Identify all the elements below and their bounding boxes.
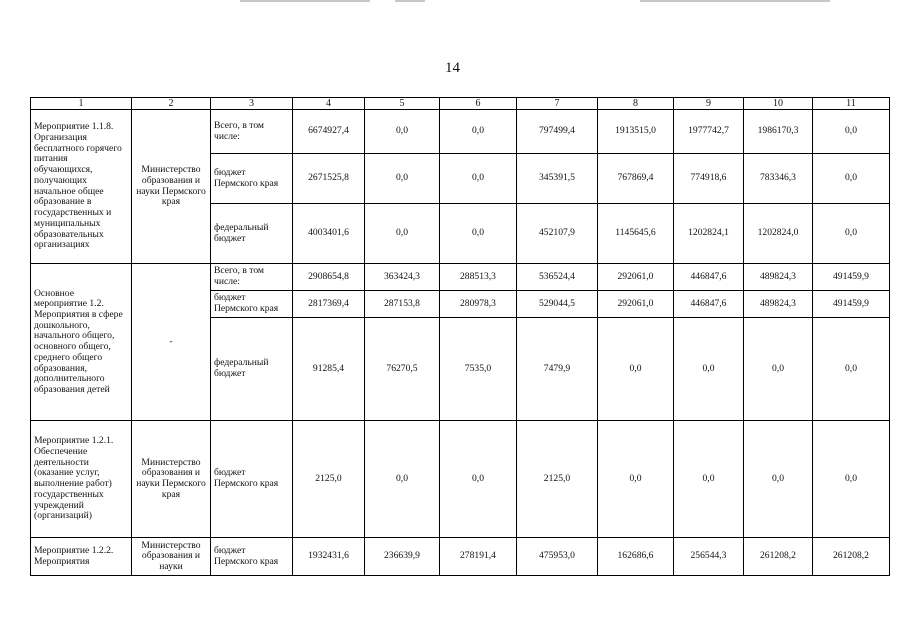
measure-name-cell bbox=[31, 110, 132, 264]
value-cell: 280978,3 bbox=[440, 291, 517, 318]
value-cell: 0,0 bbox=[813, 110, 890, 154]
executor-cell: Министерство образования и науки Пермского края bbox=[132, 110, 211, 264]
value-cell: 0,0 bbox=[598, 421, 674, 538]
value-cell: 292061,0 bbox=[598, 264, 674, 291]
value-cell: 491459,9 bbox=[813, 264, 890, 291]
measure-name-cell bbox=[31, 538, 132, 576]
funding-source: федеральный бюджет bbox=[211, 318, 293, 421]
value-cell: 0,0 bbox=[440, 154, 517, 204]
header-cell: 3 bbox=[211, 98, 293, 110]
value-cell: 0,0 bbox=[813, 318, 890, 421]
funding-source: Всего, в том числе: bbox=[211, 110, 293, 154]
value-cell: 363424,3 bbox=[365, 264, 440, 291]
funding-source: федеральный бюджет bbox=[211, 204, 293, 264]
measure-name-cell bbox=[31, 421, 132, 538]
value-cell: 529044,5 bbox=[517, 291, 598, 318]
value-cell: 261208,2 bbox=[744, 538, 813, 576]
value-cell: 783346,3 bbox=[744, 154, 813, 204]
table-row bbox=[31, 110, 890, 154]
value-cell: 0,0 bbox=[813, 204, 890, 264]
funding-source: бюджет Пермского края bbox=[211, 421, 293, 538]
header-cell: 11 bbox=[813, 98, 890, 110]
value-cell: 4003401,6 bbox=[293, 204, 365, 264]
funding-source: бюджет Пермского края bbox=[211, 154, 293, 204]
value-cell: 0,0 bbox=[598, 318, 674, 421]
executor-cell: - bbox=[132, 264, 211, 421]
value-cell: 2125,0 bbox=[293, 421, 365, 538]
value-cell: 797499,4 bbox=[517, 110, 598, 154]
value-cell: 236639,9 bbox=[365, 538, 440, 576]
header-cell: 7 bbox=[517, 98, 598, 110]
measure-name-cell bbox=[31, 264, 132, 421]
header-cell: 10 bbox=[744, 98, 813, 110]
value-cell: 1986170,3 bbox=[744, 110, 813, 154]
value-cell: 2817369,4 bbox=[293, 291, 365, 318]
value-cell: 278191,4 bbox=[440, 538, 517, 576]
value-cell: 7535,0 bbox=[440, 318, 517, 421]
value-cell: 767869,4 bbox=[598, 154, 674, 204]
value-cell: 774918,6 bbox=[674, 154, 744, 204]
value-cell: 446847,6 bbox=[674, 291, 744, 318]
value-cell: 0,0 bbox=[365, 154, 440, 204]
header-cell: 1 bbox=[31, 98, 132, 110]
top-edge-line bbox=[240, 0, 370, 2]
measure-name: Основное мероприятие 1.2. Мероприятия в сфере дошкольного, начального общего, основного общего, среднего общего образования, дополнительного образования детей bbox=[34, 287, 123, 396]
value-cell: 0,0 bbox=[813, 154, 890, 204]
header-cell: 6 bbox=[440, 98, 517, 110]
value-cell: 0,0 bbox=[744, 421, 813, 538]
value-cell: 162686,6 bbox=[598, 538, 674, 576]
table-row bbox=[31, 538, 890, 576]
value-cell: 0,0 bbox=[674, 421, 744, 538]
header-cell: 5 bbox=[365, 98, 440, 110]
value-cell: 6674927,4 bbox=[293, 110, 365, 154]
value-cell: 7479,9 bbox=[517, 318, 598, 421]
top-edge-line bbox=[640, 0, 830, 2]
executor-cell: Министерство образования и науки bbox=[132, 538, 211, 576]
value-cell: 0,0 bbox=[365, 421, 440, 538]
value-cell: 0,0 bbox=[365, 110, 440, 154]
funding-source: бюджет Пермского края bbox=[211, 291, 293, 318]
header-cell: 4 bbox=[293, 98, 365, 110]
value-cell: 345391,5 bbox=[517, 154, 598, 204]
executor-cell: Министерство образования и науки Пермского края bbox=[132, 421, 211, 538]
value-cell: 256544,3 bbox=[674, 538, 744, 576]
value-cell: 1202824,0 bbox=[744, 204, 813, 264]
value-cell: 288513,3 bbox=[440, 264, 517, 291]
value-cell: 0,0 bbox=[440, 204, 517, 264]
table-row bbox=[31, 421, 890, 538]
funding-source: бюджет Пермского края bbox=[211, 538, 293, 576]
table-row bbox=[31, 264, 890, 291]
value-cell: 1913515,0 bbox=[598, 110, 674, 154]
value-cell: 2671525,8 bbox=[293, 154, 365, 204]
value-cell: 1202824,1 bbox=[674, 204, 744, 264]
top-edge-line bbox=[395, 0, 425, 2]
measure-name: Мероприятие 1.2.1. Обеспечение деятельности (оказание услуг, выполнение работ) государственных учреждений (организаций) bbox=[34, 435, 114, 522]
value-cell: 475953,0 bbox=[517, 538, 598, 576]
value-cell: 1977742,7 bbox=[674, 110, 744, 154]
value-cell: 0,0 bbox=[744, 318, 813, 421]
budget-table bbox=[30, 97, 890, 576]
value-cell: 261208,2 bbox=[813, 538, 890, 576]
page-number: 14 bbox=[445, 60, 460, 76]
value-cell: 287153,8 bbox=[365, 291, 440, 318]
value-cell: 489824,3 bbox=[744, 291, 813, 318]
measure-name: Мероприятие 1.1.8. Организация бесплатного горячего питания обучающихся, получающих начальное общее образование в государственных и муниципальных образовательных организациях bbox=[34, 121, 122, 251]
value-cell: 536524,4 bbox=[517, 264, 598, 291]
value-cell: 1145645,6 bbox=[598, 204, 674, 264]
value-cell: 489824,3 bbox=[744, 264, 813, 291]
value-cell: 452107,9 bbox=[517, 204, 598, 264]
value-cell: 0,0 bbox=[440, 110, 517, 154]
header-cell: 2 bbox=[132, 98, 211, 110]
funding-source: Всего, в том числе: bbox=[211, 264, 293, 291]
value-cell: 91285,4 bbox=[293, 318, 365, 421]
value-cell: 0,0 bbox=[365, 204, 440, 264]
value-cell: 2908654,8 bbox=[293, 264, 365, 291]
header-row bbox=[31, 98, 890, 110]
measure-name: Мероприятие 1.2.2. Мероприятия bbox=[34, 544, 114, 567]
value-cell: 491459,9 bbox=[813, 291, 890, 318]
value-cell: 446847,6 bbox=[674, 264, 744, 291]
value-cell: 0,0 bbox=[674, 318, 744, 421]
value-cell: 0,0 bbox=[813, 421, 890, 538]
value-cell: 2125,0 bbox=[517, 421, 598, 538]
header-cell: 9 bbox=[674, 98, 744, 110]
value-cell: 76270,5 bbox=[365, 318, 440, 421]
value-cell: 1932431,6 bbox=[293, 538, 365, 576]
value-cell: 292061,0 bbox=[598, 291, 674, 318]
value-cell: 0,0 bbox=[440, 421, 517, 538]
header-cell: 8 bbox=[598, 98, 674, 110]
